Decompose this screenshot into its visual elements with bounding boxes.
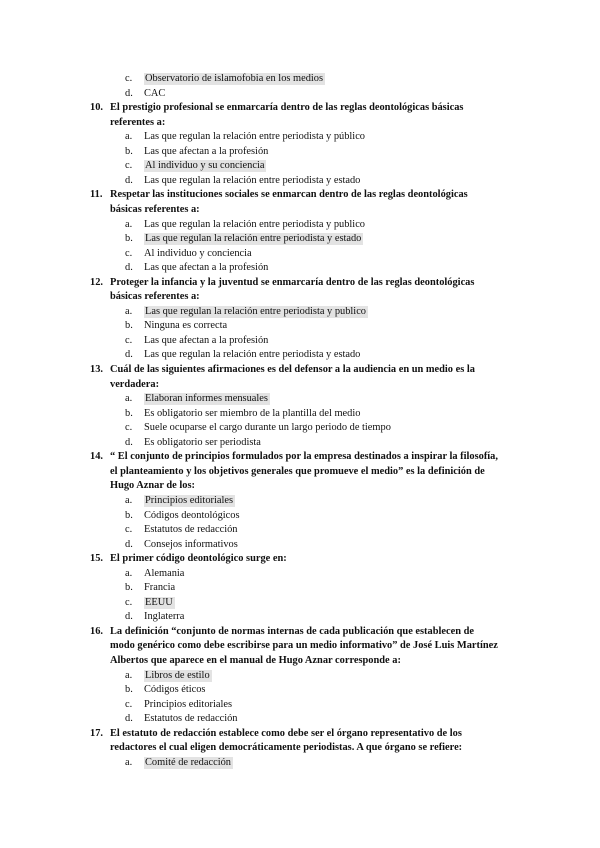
answer-option [125, 523, 237, 537]
option-text: Consejos informativos [144, 538, 238, 550]
option-text: Principios editoriales [144, 698, 233, 710]
option-letter: d. [125, 538, 133, 550]
question-text: Hugo Aznar de los: [110, 480, 195, 492]
question-text: El primer código deontológico surge en: [110, 553, 287, 565]
answer-option [125, 683, 205, 697]
option-letter: a. [125, 393, 133, 405]
answer-option [125, 610, 184, 624]
option-text: Estatutos de redacción [144, 524, 238, 536]
option-letter: d. [125, 713, 133, 725]
question-text-line [110, 465, 485, 479]
question-text: El estatuto de redacción establece como debe ser el órgano representativo de los [110, 727, 462, 739]
answer-option [125, 247, 252, 261]
question-text-line [90, 188, 468, 202]
answer-option [125, 669, 212, 683]
answer-option [125, 581, 175, 595]
answer-option [125, 87, 165, 101]
option-text-highlighted: Principios editoriales [145, 494, 234, 506]
option-text: Las que afectan a la profesión [144, 334, 269, 346]
option-text: Alemania [144, 567, 185, 579]
answer-option [125, 261, 268, 275]
option-text: CAC [144, 87, 166, 99]
option-text: Es obligatorio ser miembro de la plantilla del medio [144, 407, 361, 419]
option-letter: d. [125, 262, 133, 274]
answer-option [125, 218, 365, 232]
question-text-line [110, 203, 200, 217]
option-letter: b. [125, 684, 133, 696]
option-letter: a. [125, 131, 133, 143]
answer-option [125, 712, 237, 726]
answer-option [125, 509, 240, 523]
answer-option [125, 538, 238, 552]
question-text: redactores el cual eligen democráticamente periodistas. A que órgano se refiere: [110, 742, 463, 754]
question-text-line [110, 378, 159, 392]
option-letter: c. [125, 422, 133, 434]
question-text-line [90, 363, 475, 377]
question-text-line [110, 116, 165, 130]
answer-option [125, 72, 325, 86]
option-text: Las que regulan la relación entre periodista y público [144, 131, 366, 143]
question-text-line [110, 639, 498, 653]
answer-option [125, 232, 363, 246]
option-letter: a. [125, 305, 133, 317]
answer-option [125, 421, 391, 435]
option-letter: a. [125, 669, 133, 681]
question-number: 17. [90, 727, 103, 739]
question-text: La definición “conjunto de normas internas de cada publicación que establecen de [110, 625, 474, 637]
option-text: Las que regulan la relación entre periodista y estado [144, 174, 361, 186]
option-letter: d. [125, 349, 133, 361]
question-text-line [90, 625, 474, 639]
question-number: 14. [90, 451, 103, 463]
answer-option [125, 348, 360, 362]
option-text-highlighted: Elaboran informes mensuales [145, 393, 268, 405]
answer-option [125, 407, 360, 421]
option-text: Suele ocuparse el cargo durante un largo periodo de tiempo [144, 422, 391, 434]
answer-option [125, 756, 233, 770]
question-text-line [90, 727, 462, 741]
option-text-highlighted: Las que regulan la relación entre periodista y estado [145, 233, 362, 245]
question-text: “ El conjunto de principios formulados por la empresa destinados a inspirar la filosofía, [110, 451, 498, 463]
option-text-highlighted: Las que regulan la relación entre periodista y publico [145, 305, 367, 317]
answer-option [125, 334, 268, 348]
option-letter: d. [125, 174, 133, 186]
answer-option [125, 436, 261, 450]
option-text: Ninguna es correcta [144, 320, 228, 332]
option-letter: a. [125, 567, 133, 579]
question-text-line [110, 290, 200, 304]
option-letter: c. [125, 334, 133, 346]
option-letter: b. [125, 320, 133, 332]
option-text-highlighted: Observatorio de islamofobia en los medios [145, 73, 324, 84]
question-text: El prestigio profesional se enmarcaría dentro de las reglas deontológicas básicas [110, 102, 464, 114]
question-number: 12. [90, 276, 103, 288]
option-text: Es obligatorio ser periodista [144, 436, 261, 448]
option-text: Códigos deontológicos [144, 509, 240, 521]
option-letter: c. [125, 73, 133, 84]
answer-option [125, 567, 184, 581]
question-text-line [110, 654, 401, 668]
question-text: referentes a: [110, 116, 166, 128]
option-text: Las que afectan a la profesión [144, 145, 269, 157]
question-text: Respetar las instituciones sociales se enmarcan dentro de las reglas deontológicas [110, 189, 468, 201]
option-text: Las que regulan la relación entre periodista y estado [144, 349, 361, 361]
option-letter: b. [125, 509, 133, 521]
option-letter: b. [125, 582, 133, 594]
option-text: Al individuo y conciencia [144, 247, 252, 259]
option-letter: d. [125, 87, 133, 99]
answer-option [125, 698, 232, 712]
option-letter: a. [125, 218, 133, 230]
answer-option [125, 494, 235, 508]
option-letter: d. [125, 611, 133, 623]
option-text-highlighted: EEUU [145, 596, 173, 608]
question-text-line [90, 276, 474, 290]
answer-option [125, 319, 227, 333]
option-letter: c. [125, 247, 133, 259]
option-text: Códigos éticos [144, 684, 206, 696]
question-text: verdadera: [110, 378, 160, 390]
option-letter: b. [125, 233, 133, 245]
question-text-line [110, 741, 462, 755]
answer-option [125, 305, 368, 319]
answer-option [125, 392, 270, 406]
option-letter: c. [125, 160, 133, 172]
question-text: Albertos que aparece en el manual de Hugo Aznar corresponde a: [110, 655, 401, 666]
question-number: 10. [90, 102, 103, 114]
question-number: 16. [90, 625, 103, 637]
question-text-line [90, 552, 287, 566]
question-number: 13. [90, 364, 103, 375]
answer-option [125, 174, 360, 188]
question-text: básicas referentes a: [110, 291, 200, 303]
question-text-line [90, 450, 498, 464]
option-text-highlighted: Al individuo y su conciencia [145, 160, 265, 172]
question-text-line [110, 479, 195, 493]
option-letter: c. [125, 524, 133, 536]
answer-option [125, 159, 266, 173]
option-letter: d. [125, 436, 133, 448]
option-letter: c. [125, 596, 133, 608]
question-text: Cuál de las siguientes afirmaciones es del defensor a la audiencia en un medio es la [110, 364, 475, 375]
question-text-line [90, 101, 463, 115]
option-text-highlighted: Comité de redacción [145, 756, 231, 768]
question-text: Proteger la infancia y la juventud se enmarcaría dentro de las reglas deontológicas [110, 276, 475, 288]
option-letter: c. [125, 698, 133, 710]
option-letter: a. [125, 494, 133, 506]
question-text: el planteamiento y los objetivos generales que promueve el medio” es la definición de [110, 465, 485, 477]
question-number: 15. [90, 553, 103, 565]
option-text: Estatutos de redacción [144, 713, 238, 725]
option-letter: b. [125, 145, 133, 157]
option-text: Las que afectan a la profesión [144, 262, 269, 274]
option-text: Inglaterra [144, 611, 185, 623]
option-letter: b. [125, 407, 133, 419]
answer-option [125, 596, 175, 610]
answer-option [125, 130, 365, 144]
option-letter: a. [125, 756, 133, 768]
question-text: básicas referentes a: [110, 203, 200, 215]
option-text: Francia [144, 582, 176, 594]
option-text-highlighted: Libros de estilo [145, 669, 210, 681]
question-text: modo genérico como debe escribirse para un medio informativo” de José Luis Martínez [110, 640, 498, 652]
answer-option [125, 145, 268, 159]
option-text: Las que regulan la relación entre periodista y publico [144, 218, 366, 230]
question-number: 11. [90, 189, 103, 201]
